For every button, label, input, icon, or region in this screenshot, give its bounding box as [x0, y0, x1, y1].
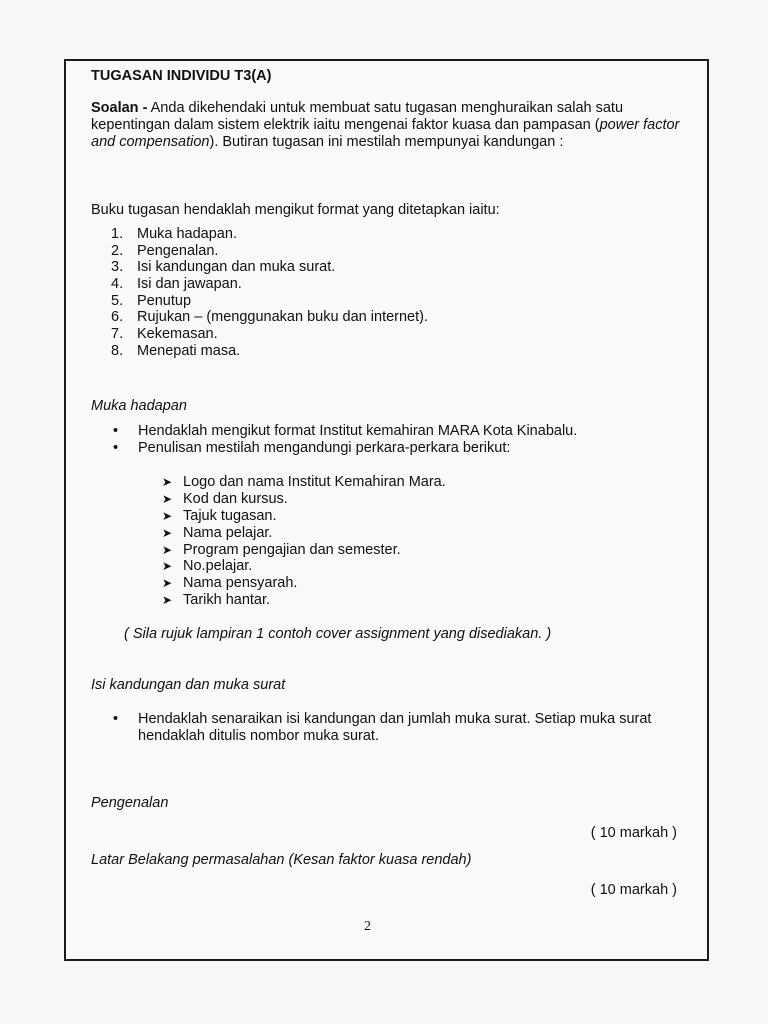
muka-hadapan-heading: Muka hadapan [91, 398, 187, 414]
format-item-text: Muka hadapan. [137, 226, 237, 242]
requirement-text: Tarikh hantar. [183, 592, 271, 609]
arrow-bullet-icon: ➤ [162, 576, 173, 591]
pengenalan-marks: ( 10 markah ) [590, 825, 677, 841]
requirements-list [91, 474, 651, 609]
cover-note: ( Sila rujuk lampiran 1 contoh cover assignment yang disediakan. ) [124, 626, 552, 642]
format-item [91, 226, 651, 243]
document-title: TUGASAN INDIVIDU T3(A) [91, 68, 272, 84]
latar-belakang-heading: Latar Belakang permasalahan (Kesan faktor kuasa rendah) [91, 852, 472, 868]
page-number: 2 [364, 919, 371, 934]
question-label: Soalan - [91, 100, 148, 116]
format-item-number: 7. [111, 326, 124, 343]
format-item-text: Isi dan jawapan. [137, 276, 242, 293]
format-item [91, 343, 651, 360]
arrow-bullet-icon: ➤ [162, 475, 173, 489]
format-item-number: 3. [111, 259, 124, 276]
format-item-number: 1. [111, 226, 124, 242]
requirement-item [91, 558, 651, 575]
arrow-bullet-icon: ➤ [162, 542, 173, 557]
requirement-item [91, 474, 651, 491]
requirement-item [91, 508, 651, 525]
format-item-number: 6. [111, 309, 124, 326]
format-item [91, 293, 651, 310]
format-item-text: Penutup [137, 292, 192, 309]
arrow-bullet-icon: ➤ [162, 491, 173, 506]
requirement-item [91, 592, 651, 609]
question-text-after: ). Butiran tugasan ini mestilah mempunyai kandungan : [209, 134, 564, 150]
requirement-item [91, 542, 651, 559]
requirement-text: Kod dan kursus. [183, 490, 288, 507]
format-item-text: Menepati masa. [137, 342, 241, 359]
format-item-number: 2. [111, 242, 124, 259]
arrow-bullet-icon: ➤ [162, 525, 173, 540]
format-item-number: 4. [111, 276, 124, 293]
format-item [91, 326, 651, 343]
requirement-text: No.pelajar. [183, 558, 253, 575]
format-item-text: Pengenalan. [137, 242, 219, 259]
format-item-text: Kekemasan. [137, 326, 218, 343]
format-item-number: 5. [111, 292, 124, 309]
format-item-text: Rujukan – (menggunakan buku dan internet). [137, 309, 428, 326]
list-item: • Penulisan mestilah mengandungi perkara-perkara berikut: [91, 440, 671, 457]
requirement-text: Tajuk tugasan. [183, 507, 277, 524]
format-item [91, 309, 651, 326]
arrow-bullet-icon: ➤ [162, 508, 173, 523]
list-item: • Hendaklah mengikut format Institut kemahiran MARA Kota Kinabalu. [91, 423, 671, 440]
format-item-number: 8. [111, 342, 124, 359]
isi-kandungan-heading: Isi kandungan dan muka surat [91, 677, 286, 693]
format-item [91, 276, 651, 293]
latar-belakang-marks: ( 10 markah ) [590, 882, 677, 898]
requirement-item [91, 525, 651, 542]
question-paragraph [91, 100, 691, 151]
list-item: • Hendaklah senaraikan isi kandungan dan jumlah muka surat. Setiap muka surat hendaklah ditulis nombor muka surat. [91, 711, 691, 745]
format-intro: Buku tugasan hendaklah mengikut format yang ditetapkan iaitu: [91, 202, 500, 218]
arrow-bullet-icon: ➤ [162, 593, 173, 608]
requirement-item [91, 575, 651, 592]
requirement-item [91, 491, 651, 508]
pengenalan-heading: Pengenalan [91, 795, 169, 811]
requirement-text: Nama pensyarah. [183, 575, 298, 592]
arrow-bullet-icon: ➤ [162, 559, 173, 574]
muka-hadapan-bullets [91, 423, 671, 457]
isi-kandungan-bullets [91, 711, 691, 745]
format-item [91, 259, 651, 276]
requirement-text: Nama pelajar. [183, 524, 273, 541]
question-italic: power factor and compensation [91, 117, 680, 150]
requirement-text: Program pengajian dan semester. [183, 541, 401, 558]
requirement-text: Logo dan nama Institut Kemahiran Mara. [183, 474, 446, 490]
format-list [91, 226, 651, 360]
format-item-text: Isi kandungan dan muka surat. [137, 259, 336, 276]
question-text-before: Anda dikehendaki untuk membuat satu tugasan menghuraikan salah satu kepentingan dalam sistem elektrik iaitu mengenai faktor kuasa dan pampasan ( [91, 100, 624, 133]
format-item [91, 243, 651, 260]
